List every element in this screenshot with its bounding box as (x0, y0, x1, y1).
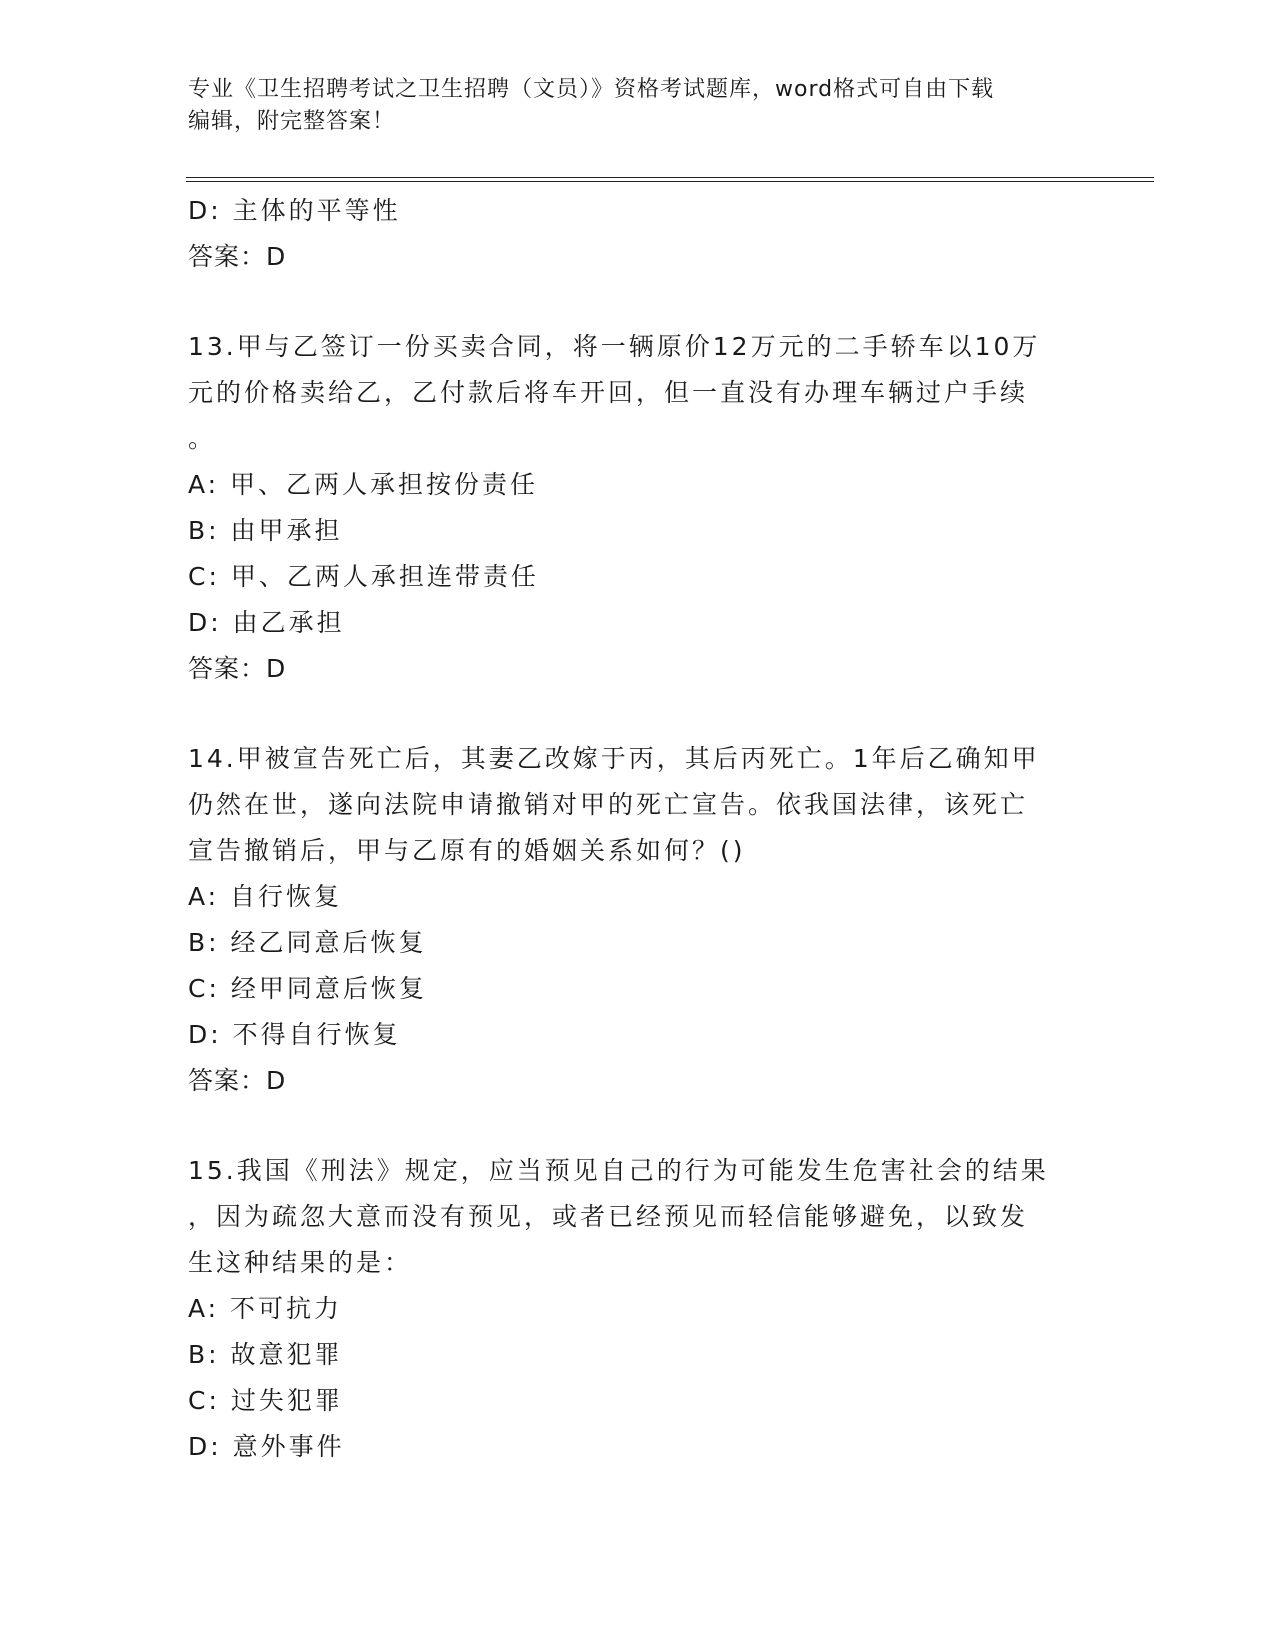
question-14 (188, 736, 1078, 1104)
option-a: A: 不可抗力 (188, 1294, 343, 1323)
question-15 (188, 1148, 1078, 1470)
spacer (188, 692, 1078, 736)
option-c: C: 经甲同意后恢复 (188, 974, 427, 1003)
option-d: D: 由乙承担 (188, 608, 345, 637)
question-stem-line: 宣告撤销后，甲与乙原有的婚姻关系如何？() (188, 836, 746, 865)
option-d: D: 主体的平等性 (188, 196, 401, 225)
option-a: A: 自行恢复 (188, 882, 343, 911)
option-b: B: 经乙同意后恢复 (188, 928, 427, 957)
question-stem-line: 元的价格卖给乙，乙付款后将车开回，但一直没有办理车辆过户手续 (188, 378, 1029, 407)
document-header (188, 74, 1068, 138)
option-d: D: 不得自行恢复 (188, 1020, 401, 1049)
option-d: D: 意外事件 (188, 1432, 345, 1461)
question-stem-line: 14.甲被宣告死亡后，其妻乙改嫁于丙，其后丙死亡。1年后乙确知甲 (188, 744, 1040, 773)
question-stem-line: 15.我国《刑法》规定，应当预见自己的行为可能发生危害社会的结果 (188, 1156, 1049, 1185)
continued-question (188, 188, 1078, 280)
option-b: B: 故意犯罪 (188, 1340, 343, 1369)
option-c: C: 过失犯罪 (188, 1386, 343, 1415)
spacer (188, 1104, 1078, 1148)
answer-line: 答案：D (188, 1066, 287, 1095)
question-stem-line: 生这种结果的是： (188, 1248, 413, 1277)
header-line-1: 专业《卫生招聘考试之卫生招聘（文员）》资格考试题库，word格式可自由下载 (188, 77, 995, 102)
question-stem-line: ，因为疏忽大意而没有预见，或者已经预见而轻信能够避免，以致发 (188, 1202, 1029, 1231)
question-stem-line: 13.甲与乙签订一份买卖合同，将一辆原价12万元的二手轿车以10万 (188, 332, 1041, 361)
option-a: A: 甲、乙两人承担按份责任 (188, 470, 539, 499)
answer-line: 答案：D (188, 242, 287, 271)
question-13 (188, 324, 1078, 692)
header-divider-top (186, 177, 1154, 178)
option-b: B: 由甲承担 (188, 516, 343, 545)
question-stem-line: 仍然在世，遂向法院申请撤销对甲的死亡宣告。依我国法律，该死亡 (188, 790, 1029, 819)
question-stem-line: 。 (188, 424, 217, 453)
spacer (188, 280, 1078, 324)
question-content (188, 188, 1078, 1470)
answer-line: 答案：D (188, 654, 287, 683)
header-divider-bottom (186, 181, 1154, 182)
option-c: C: 甲、乙两人承担连带责任 (188, 562, 539, 591)
header-line-2: 编辑，附完整答案！ (188, 109, 396, 134)
